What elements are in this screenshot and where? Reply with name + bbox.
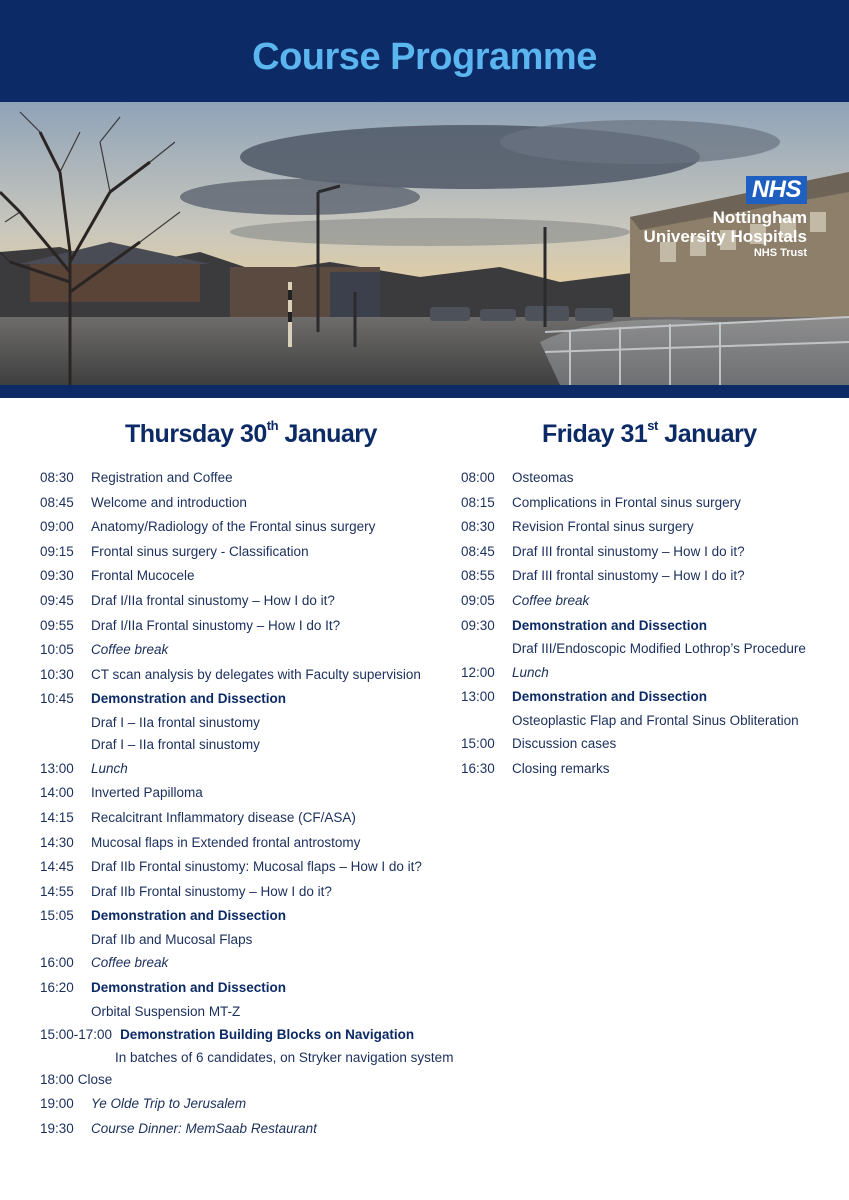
schedule-time: 09:05 <box>461 592 495 608</box>
schedule-item: Discussion cases <box>512 736 617 752</box>
schedule-row <box>40 880 440 905</box>
schedule-row <box>40 1117 440 1142</box>
schedule-item: Draf I/IIa Frontal sinustomy – How I do It? <box>91 617 341 633</box>
schedule-time: 15:05 <box>40 908 74 924</box>
schedule-time: 09:30 <box>461 617 495 633</box>
schedule-time: 08:55 <box>461 568 495 584</box>
schedule-row <box>461 589 841 614</box>
schedule-row <box>40 466 440 491</box>
schedule-item: Ye Olde Trip to Jerusalem <box>91 1096 247 1112</box>
schedule-subrow <box>40 929 440 951</box>
nhs-logo <box>644 176 807 260</box>
schedule-item: Frontal Mucocele <box>91 568 195 584</box>
friday-heading-suffix: January <box>657 420 757 448</box>
schedule-item: Draf III/Endoscopic Modified Lothrop’s Procedure <box>512 641 806 657</box>
friday-schedule <box>461 466 841 781</box>
schedule-item: Draf I/IIa frontal sinustomy – How I do it? <box>91 592 335 608</box>
schedule-row <box>40 806 440 831</box>
logo-line-2: University Hospitals <box>643 227 807 246</box>
schedule-row <box>40 564 440 589</box>
schedule-item: Demonstration and Dissection <box>512 617 708 633</box>
schedule-time: 08:00 <box>461 470 495 485</box>
schedule-item: Coffee break <box>91 955 169 971</box>
thursday-heading-suffix: January <box>278 420 377 448</box>
schedule-item: Demonstration and Dissection <box>91 908 287 924</box>
schedule-time: 09:00 <box>40 519 74 535</box>
schedule-row <box>461 564 841 589</box>
schedule-item: Frontal sinus surgery - Classification <box>91 543 309 559</box>
logo-line-3: NHS Trust <box>753 247 807 259</box>
schedule-time: 09:55 <box>40 617 74 633</box>
logo-line-1: Nottingham <box>712 208 807 227</box>
schedule-row <box>40 855 440 880</box>
schedule-row <box>461 466 841 491</box>
friday-heading <box>542 420 757 449</box>
schedule-item: Revision Frontal sinus surgery <box>512 519 694 535</box>
page-title: Course Programme <box>252 36 597 78</box>
schedule-item: In batches of 6 candidates, on Stryker navigation system <box>115 1049 454 1065</box>
thursday-heading-sup: th <box>266 418 279 433</box>
schedule-row <box>461 540 841 565</box>
schedule-row <box>40 904 440 929</box>
schedule-row <box>40 1092 440 1117</box>
schedule-time: 16:20 <box>40 979 74 995</box>
schedule-subrow <box>40 1001 440 1023</box>
schedule-row <box>461 732 841 757</box>
schedule-subrow <box>461 638 841 660</box>
schedule-item: Close <box>77 1071 113 1087</box>
schedule-item: Draf III frontal sinustomy – How I do it? <box>512 543 745 559</box>
schedule-item: CT scan analysis by delegates with Faculty supervision <box>91 666 421 682</box>
schedule-row <box>40 540 440 565</box>
schedule-item: Closing remarks <box>512 760 610 776</box>
nhs-badge: NHS <box>746 176 807 204</box>
schedule-row <box>40 687 440 712</box>
schedule-row <box>40 951 440 976</box>
schedule-row <box>461 757 841 782</box>
schedule-item: Registration and Coffee <box>91 470 233 485</box>
schedule-row <box>40 976 440 1001</box>
schedule-row <box>461 515 841 540</box>
schedule-row <box>461 491 841 516</box>
friday-heading-sup: st <box>647 418 658 433</box>
schedule-item: Complications in Frontal sinus surgery <box>512 494 741 510</box>
schedule-item: Demonstration Building Blocks on Navigation <box>120 1026 415 1042</box>
schedule-time: 10:05 <box>40 642 74 658</box>
schedule-time: 15:00-17:00 <box>40 1026 113 1042</box>
schedule-item: Lunch <box>512 664 549 680</box>
schedule-row <box>40 781 440 806</box>
schedule-time: 13:00 <box>40 760 74 776</box>
thursday-schedule <box>40 466 454 1141</box>
schedule-time: 19:00 <box>40 1096 74 1112</box>
schedule-item: Demonstration and Dissection <box>91 979 287 995</box>
thursday-heading <box>125 420 377 449</box>
divider-band <box>0 385 849 398</box>
schedule-time: 09:30 <box>40 568 74 584</box>
schedule-row <box>40 831 440 856</box>
schedule-row <box>40 638 440 663</box>
schedule-time: 18:00 <box>40 1071 74 1087</box>
schedule-item: Draf IIb and Mucosal Flaps <box>91 931 253 947</box>
schedule-row <box>40 663 440 688</box>
schedule-item: Demonstration and Dissection <box>512 689 708 705</box>
schedule-time: 08:30 <box>461 519 495 535</box>
schedule-row <box>40 614 440 639</box>
schedule-subrow <box>40 1048 454 1068</box>
schedule-time: 14:55 <box>40 883 74 899</box>
schedule-time: 10:45 <box>40 691 74 707</box>
schedule-item: Lunch <box>91 760 128 776</box>
schedule-time: 08:15 <box>461 494 495 510</box>
schedule-row <box>40 589 440 614</box>
schedule-row <box>40 1023 440 1048</box>
schedule-item: Demonstration and Dissection <box>91 691 287 707</box>
schedule-time: 08:30 <box>40 470 74 485</box>
schedule-row <box>461 685 841 710</box>
schedule-item: Draf I – IIa frontal sinustomy <box>91 714 260 730</box>
schedule-time: 13:00 <box>461 689 495 705</box>
schedule-item: Draf IIb Frontal sinustomy: Mucosal flaps – How I do it? <box>91 859 422 875</box>
schedule-row <box>461 614 841 639</box>
friday-heading-prefix: Friday 31 <box>542 420 648 448</box>
schedule-time: 08:45 <box>461 543 495 559</box>
schedule-item: Draf III frontal sinustomy – How I do it? <box>512 568 745 584</box>
schedule-item: Coffee break <box>91 642 169 658</box>
schedule-item: Osteoplastic Flap and Frontal Sinus Obliteration <box>512 712 799 728</box>
schedule-time: 14:15 <box>40 809 74 825</box>
schedule-item: Osteomas <box>512 470 574 485</box>
schedule-time: 08:45 <box>40 494 74 510</box>
schedule-time: 15:00 <box>461 736 495 752</box>
schedule-item: Course Dinner: MemSaab Restaurant <box>91 1120 317 1136</box>
schedule-item: Inverted Papilloma <box>91 785 203 801</box>
schedule-item: Draf IIb Frontal sinustomy – How I do it? <box>91 883 332 899</box>
schedule-time: 09:45 <box>40 592 74 608</box>
schedule-row <box>40 515 440 540</box>
schedule-time: 19:30 <box>40 1120 74 1136</box>
schedule-item: Anatomy/Radiology of the Frontal sinus surgery <box>91 519 376 535</box>
schedule-time: 14:45 <box>40 859 74 875</box>
schedule-item: Draf I – IIa frontal sinustomy <box>91 737 260 753</box>
schedule-time: 16:00 <box>40 955 74 971</box>
schedule-time: 09:15 <box>40 543 74 559</box>
schedule-time: 16:30 <box>461 760 495 776</box>
header-banner <box>0 0 849 102</box>
schedule-item: Coffee break <box>512 592 590 608</box>
schedule-item: Orbital Suspension MT-Z <box>91 1003 241 1019</box>
schedule-time: 14:30 <box>40 834 74 850</box>
schedule-item: Recalcitrant Inflammatory disease (CF/ASA) <box>91 809 356 825</box>
schedule-row <box>461 661 841 686</box>
schedule-time: 10:30 <box>40 666 74 682</box>
schedule-time: 14:00 <box>40 785 74 801</box>
schedule-row <box>40 757 440 782</box>
schedule-row <box>40 491 440 516</box>
schedule-row <box>40 1068 440 1093</box>
schedule-item: Welcome and introduction <box>91 494 247 510</box>
schedule-subrow <box>40 734 440 756</box>
thursday-heading-prefix: Thursday 30 <box>125 420 267 448</box>
schedule-item: Mucosal flaps in Extended frontal antrostomy <box>91 834 361 850</box>
schedule-subrow <box>40 712 440 734</box>
schedule-subrow <box>461 710 841 732</box>
schedule-time: 12:00 <box>461 664 495 680</box>
